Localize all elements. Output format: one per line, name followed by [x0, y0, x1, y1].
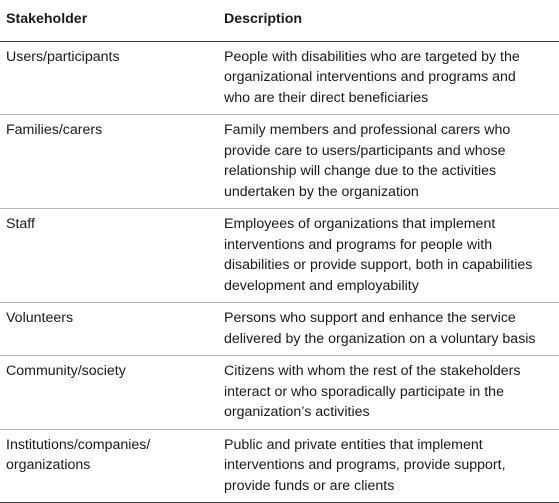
stakeholder-text: Volunteers: [6, 310, 74, 326]
description-line: organizational interventions and programs and: [224, 69, 516, 85]
description-cell: [224, 41, 559, 115]
description-line: disabilities or provide support, both in capabilities: [224, 257, 533, 273]
stakeholder-text: Users/participants: [6, 48, 120, 65]
description-cell: [224, 356, 559, 430]
table-row: [0, 115, 559, 209]
description-line: provide care to users/participants and whose: [224, 142, 506, 159]
description-line: undertaken by the organization: [224, 183, 419, 200]
description-line: Public and private entities that implement: [224, 436, 483, 453]
column-header-description: Description: [224, 0, 559, 41]
description-line: interventions and programs, provide support,: [224, 457, 506, 473]
description-line: Persons who support and enhance the service: [224, 310, 516, 326]
description-cell: [224, 209, 559, 303]
description-line: interventions and programs for people with: [224, 236, 493, 253]
stakeholder-text: Community/society: [6, 363, 126, 379]
stakeholder-cell: [0, 115, 224, 209]
stakeholder-text: Institutions/companies/: [6, 436, 151, 453]
description-line: provide funds or are clients: [224, 477, 395, 494]
description-line: relationship will change due to the activities: [224, 163, 497, 179]
description-line: development and employability: [224, 277, 419, 294]
stakeholder-cell: [0, 41, 224, 115]
stakeholder-text: Staff: [6, 216, 35, 232]
table-row: [0, 303, 559, 356]
stakeholder-cell: [0, 303, 224, 356]
column-header-stakeholder: Stakeholder: [0, 0, 224, 41]
description-line: delivered by the organization on a voluntary basis: [224, 330, 536, 347]
description-line: Employees of organizations that implement: [224, 216, 496, 232]
description-line: who are their direct beneficiaries: [224, 89, 429, 106]
description-line: organization’s activities: [224, 404, 370, 420]
description-cell: [224, 429, 559, 503]
stakeholder-text: Families/carers: [6, 122, 103, 138]
stakeholder-text: organizations: [6, 457, 91, 473]
table-row: [0, 209, 559, 303]
stakeholder-cell: [0, 356, 224, 430]
description-line: Family members and professional carers who: [224, 122, 511, 138]
header-row: [0, 0, 559, 41]
description-cell: [224, 303, 559, 356]
stakeholder-cell: [0, 209, 224, 303]
description-cell: [224, 115, 559, 209]
description-line: interact or who sporadically participate in the: [224, 383, 504, 400]
description-line: Citizens with whom the rest of the stakeholders: [224, 363, 521, 379]
table-row: [0, 356, 559, 430]
stakeholder-cell: [0, 429, 224, 503]
table-row: [0, 41, 559, 115]
table-row: [0, 429, 559, 503]
description-line: People with disabilities who are targeted by the: [224, 48, 520, 65]
